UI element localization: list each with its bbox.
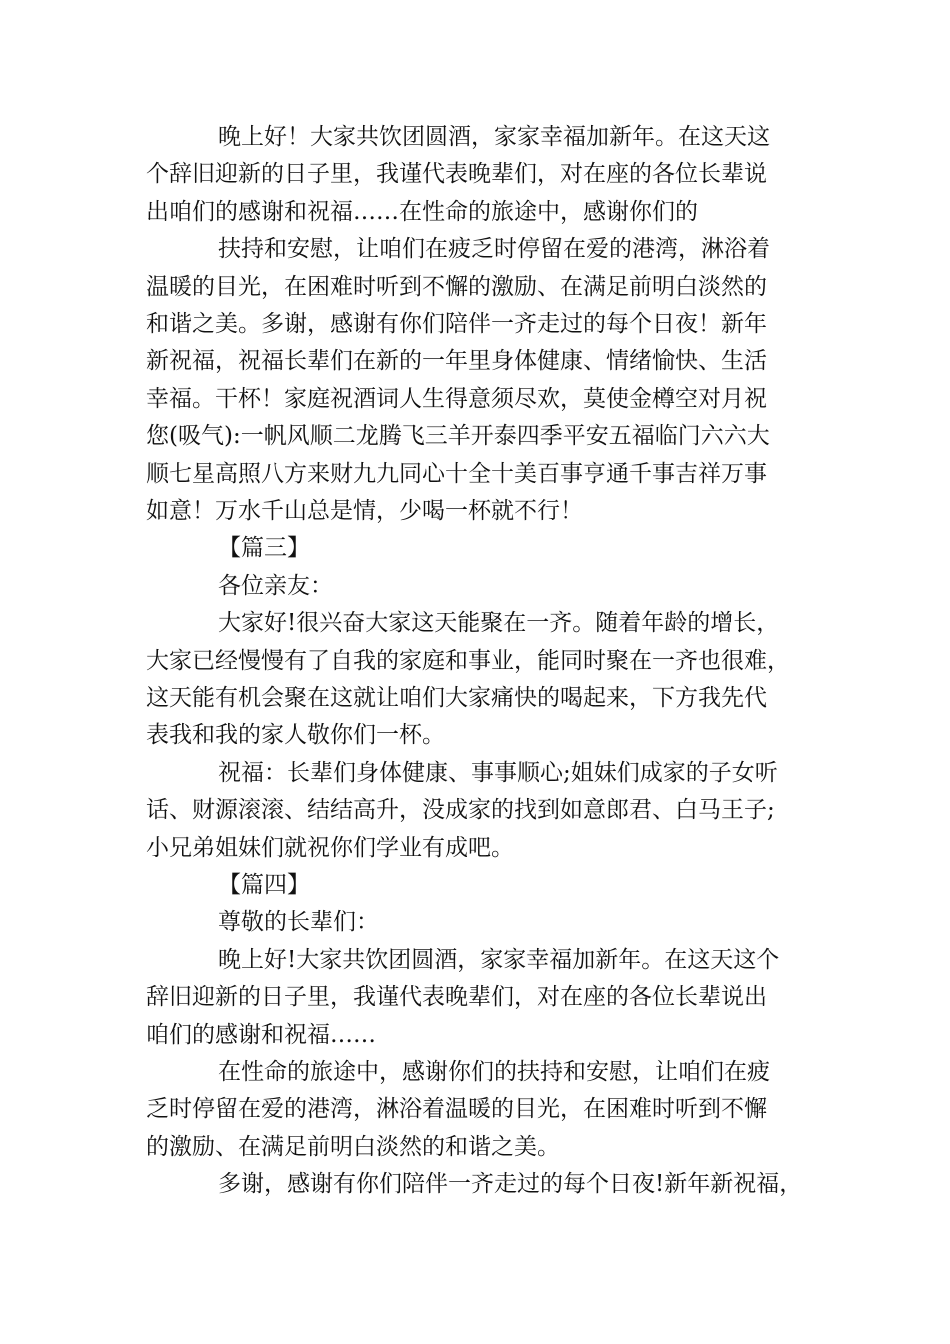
text-line: 的激励、在满足前明白淡然的和谐之美。 (146, 1133, 560, 1160)
text-line: 这天能有机会聚在这就让咱们大家痛快的喝起来，下方我先代 (146, 685, 767, 711)
text-line: 祝福：长辈们身体健康、事事顺心;姐妹们成家的子女听 (218, 759, 778, 786)
text-line: 幸福。干杯！家庭祝酒词人生得意须尽欢，莫使金樽空对月祝 (146, 385, 767, 412)
text-line: 您(吸气):一帆风顺二龙腾飞三羊开泰四季平安五福临门六六大 (146, 423, 770, 450)
text-line: 多谢，感谢有你们陪伴一齐走过的每个日夜!新年新祝福， (218, 1171, 803, 1198)
text-line: 大家已经慢慢有了自我的家庭和事业，能同时聚在一齐也很难， (146, 647, 790, 674)
text-line: 晚上好!大家共饮团圆酒，家家幸福加新年。在这天这个 (218, 946, 780, 973)
salutation: 各位亲友： (218, 572, 333, 599)
text-line: 晚上好！大家共饮团圆酒，家家幸福加新年。在这天这 (218, 124, 770, 150)
text-line: 个辞旧迎新的日子里，我谨代表晚辈们，对在座的各位长辈说 (146, 161, 767, 188)
text-line: 顺七星高照八方来财九九同心十全十美百事亨通千事吉祥万事 (146, 460, 767, 487)
text-line: 辞旧迎新的日子里，我谨代表晚辈们，对在座的各位长辈说出 (146, 984, 767, 1011)
text-line: 小兄弟姐妹们就祝你们学业有成吧。 (146, 834, 514, 861)
salutation: 尊敬的长辈们： (218, 909, 379, 936)
text-line: 表我和我的家人敬你们一杯。 (146, 722, 445, 749)
section-heading: 【篇四】 (218, 872, 310, 898)
text-line: 咱们的感谢和祝福…… (146, 1021, 376, 1048)
text-line: 大家好!很兴奋大家这天能聚在一齐。随着年龄的增长， (218, 610, 780, 637)
text-line: 新祝福，祝福长辈们在新的一年里身体健康、情绪愉快、生活 (146, 348, 767, 375)
text-line: 如意！万水千山总是情，少喝一杯就不行！ (146, 498, 583, 524)
text-line: 在性命的旅途中，感谢你们的扶持和安慰，让咱们在疲 (218, 1059, 770, 1085)
text-line: 出咱们的感谢和祝福……在性命的旅途中，感谢你们的 (146, 198, 698, 225)
text-line: 乏时停留在爱的港湾，淋浴着温暖的目光，在困难时听到不懈 (146, 1096, 767, 1123)
text-line: 和谐之美。多谢，感谢有你们陪伴一齐走过的每个日夜！新年 (146, 311, 767, 337)
section-heading: 【篇三】 (218, 535, 310, 562)
text-line: 温暖的目光，在困难时听到不懈的激励、在满足前明白淡然的 (146, 273, 767, 300)
text-line: 扶持和安慰，让咱们在疲乏时停留在爱的港湾，淋浴着 (218, 236, 770, 263)
text-line: 话、财源滚滚、结结高升，没成家的找到如意郎君、白马王子; (146, 797, 775, 824)
